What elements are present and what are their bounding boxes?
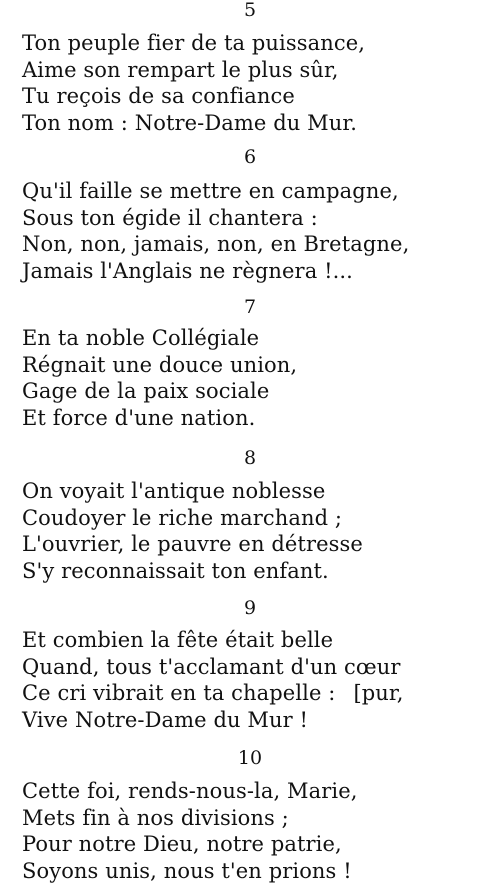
- verse-line: Tu reçois de sa confiance: [22, 84, 295, 108]
- stanza-number-6: 6: [243, 146, 257, 168]
- verse-line: Mets fin à nos divisions ;: [22, 805, 289, 830]
- verse-line: En ta noble Collégiale: [22, 326, 260, 350]
- verse-line: Gage de la paix sociale: [22, 379, 270, 403]
- verse-line: [22, 680, 492, 707]
- verse-line: Régnait une douce union,: [22, 352, 298, 377]
- stanza-10: [22, 778, 492, 884]
- verse-line: Et force d'une nation.: [22, 405, 256, 430]
- turnover-text: [pur,: [353, 681, 404, 705]
- verse-line: S'y reconnaissait ton enfant.: [22, 558, 329, 583]
- verse-line: Vive Notre-Dame du Mur !: [22, 707, 309, 732]
- verse-line: Non, non, jamais, non, en Bretagne,: [22, 232, 410, 256]
- stanza-5: [22, 30, 492, 136]
- stanza-number-7: 7: [243, 296, 257, 318]
- verse-line: Aime son rempart le plus sûr,: [22, 57, 339, 82]
- stanza-number-9: 9: [243, 597, 257, 619]
- verse-line: Sous ton égide il chantera :: [22, 205, 318, 230]
- verse-line: Jamais l'Anglais ne règnera !...: [22, 258, 353, 283]
- verse-line: Qu'il faille se mettre en campagne,: [22, 179, 399, 203]
- verse-line: Ton nom : Notre-Dame du Mur.: [22, 110, 357, 135]
- verse-line: Soyons unis, nous t'en prions !: [22, 858, 352, 883]
- verse-line: Pour notre Dieu, notre patrie,: [22, 832, 342, 856]
- verse-line: Quand, tous t'acclamant d'un cœur: [22, 654, 401, 679]
- verse-line: On voyait l'antique noblesse: [22, 479, 326, 503]
- verse-line: Ton peuple fier de ta puissance,: [22, 31, 366, 55]
- stanza-number-10: 10: [237, 747, 263, 769]
- verse-line: Cette foi, rends-nous-la, Marie,: [22, 779, 358, 803]
- stanza-6: [22, 178, 492, 284]
- verse-line: Et combien la fête était belle: [22, 628, 334, 652]
- stanza-number-5: 5: [243, 0, 257, 21]
- verse-line: L'ouvrier, le pauvre en détresse: [22, 532, 363, 556]
- stanza-7: [22, 325, 492, 431]
- verse-line: Coudoyer le riche marchand ;: [22, 505, 343, 530]
- stanza-9: [22, 627, 492, 733]
- stanza-number-8: 8: [243, 447, 257, 469]
- stanza-8: [22, 478, 492, 584]
- verse-text: Ce cri vibrait en ta chapelle :: [22, 681, 336, 705]
